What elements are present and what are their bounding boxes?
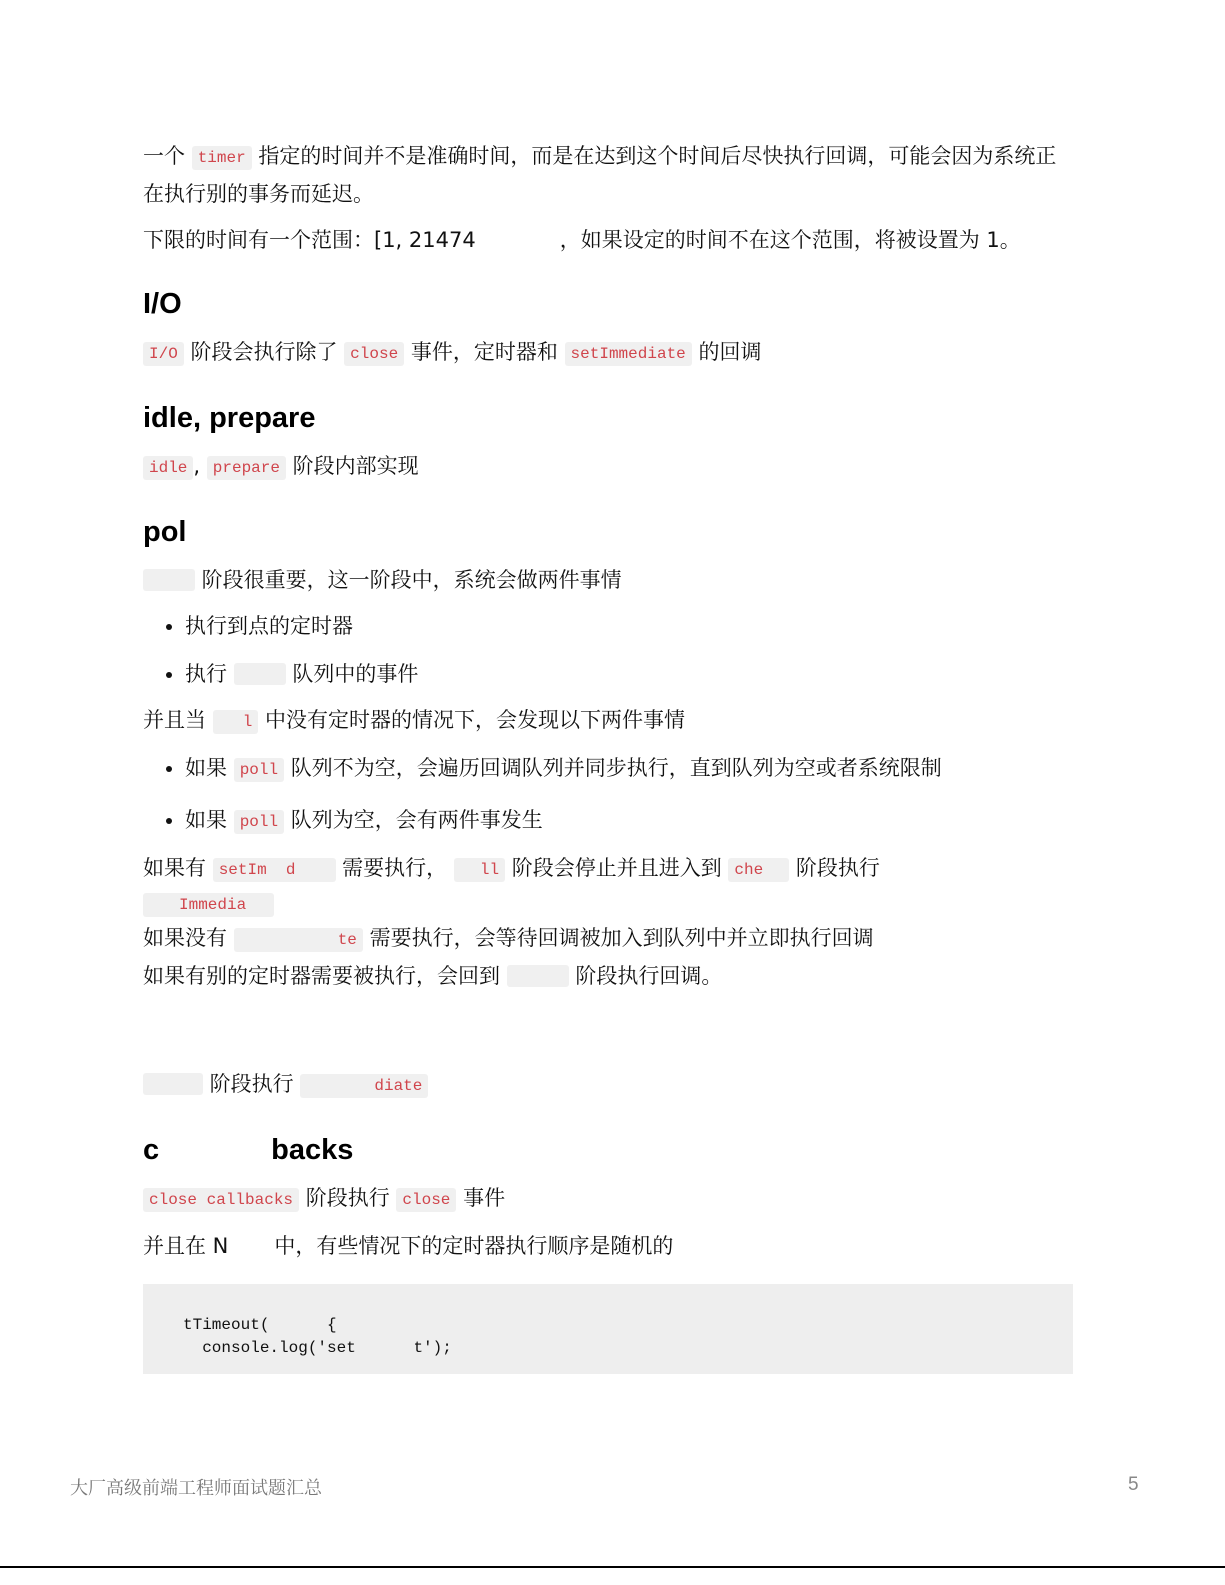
code-block [143,1284,1073,1374]
inline-code-setimmediate: setImmediate [565,342,692,366]
inline-code-setimmediate-partial: diate [300,1074,428,1098]
inline-code-poll-partial: l [213,710,259,734]
heading-io: I/O [143,288,182,320]
inline-code-setimmediate-partial: Immedia [143,893,274,917]
inline-code-redacted [143,569,195,591]
timer-paragraph: 一个 timer 指定的时间并不是准确时间，而是在达到这个时间后尽快执行回调，可能会因为系统正在执行别的事务而延迟。 [143,144,1057,206]
poll-paragraph: 阶段很重要，这一阶段中，系统会做两件事情 [143,562,1073,598]
inline-code-close: close [344,342,404,366]
list-item: • 执行到点的定时器 [185,608,1073,644]
poll-condition-list [143,750,1073,840]
inline-code-redacted [143,1073,203,1095]
inline-code-timer: timer [192,146,252,170]
inline-code-redacted [507,965,569,987]
inline-code-setimmediate-partial: setIm d [213,858,336,882]
inline-code-close-callbacks: close callbacks [143,1188,299,1212]
poll-task-list [143,608,1073,692]
inline-code-poll-partial: ll [454,858,505,882]
inline-code-poll: poll [234,810,284,834]
no-setimmediate-line: 如果没有 te 需要执行，会等待回调被加入到队列中并立即执行回调 [143,926,874,950]
inline-code-idle: idle [143,456,193,480]
inline-code-close: close [396,1188,456,1212]
heading-poll: pol [143,516,187,548]
inline-code-prepare: prepare [207,456,286,480]
inline-code-redacted [234,663,286,685]
document-body [143,138,1073,1374]
check-paragraph: 阶段执行 diate [143,1066,1073,1104]
node-paragraph: 并且在 N 中，有些情况下的定时器执行顺序是随机的 [143,1234,674,1258]
heading-close-callbacks: c backs [143,1134,354,1166]
inline-code-setimmediate-partial: te [234,928,363,952]
page-number: 5 [1128,1474,1139,1495]
range-paragraph: 下限的时间有一个范围：[1, 21474 ，如果设定的时间不在这个范围，将被设置为 1。 [143,228,1021,252]
list-item: • 执行 队列中的事件 [185,656,1073,692]
list-item: • 如果 poll 队列不为空，会遍历回调队列并同步执行，直到队列为空或者系统限制 [185,750,1073,788]
inline-code-poll: poll [234,758,284,782]
code-line: tTimeout( { [183,1316,337,1334]
page-bottom-rule [0,1566,1225,1568]
other-timer-line: 如果有别的定时器需要被执行，会回到 阶段执行回调。 [143,964,723,988]
list-item: • 如果 poll 队列为空，会有两件事发生 [185,802,1073,840]
footer-title: 大厂高级前端工程师面试题汇总 [70,1478,322,1499]
close-paragraph: close callbacks 阶段执行 close 事件 [143,1180,1073,1218]
idle-paragraph: idle , prepare 阶段内部实现 [143,448,1073,486]
setimmediate-line: 如果有 setIm d 需要执行， ll 阶段会停止并且进入到 che 阶段执行 [143,856,880,880]
io-paragraph: I/O 阶段会执行除了 close 事件，定时器和 setImmediate 的回调 [143,334,1073,372]
heading-idle-prepare: idle, prepare [143,402,316,434]
inline-code-io: I/O [143,342,184,366]
when-paragraph: 并且当 l 中没有定时器的情况下，会发现以下两件事情 [143,708,685,732]
inline-code-check-partial: che [728,858,789,882]
setimmediate-code-line [143,888,1073,920]
code-line: console.log('set t'); [183,1339,452,1357]
